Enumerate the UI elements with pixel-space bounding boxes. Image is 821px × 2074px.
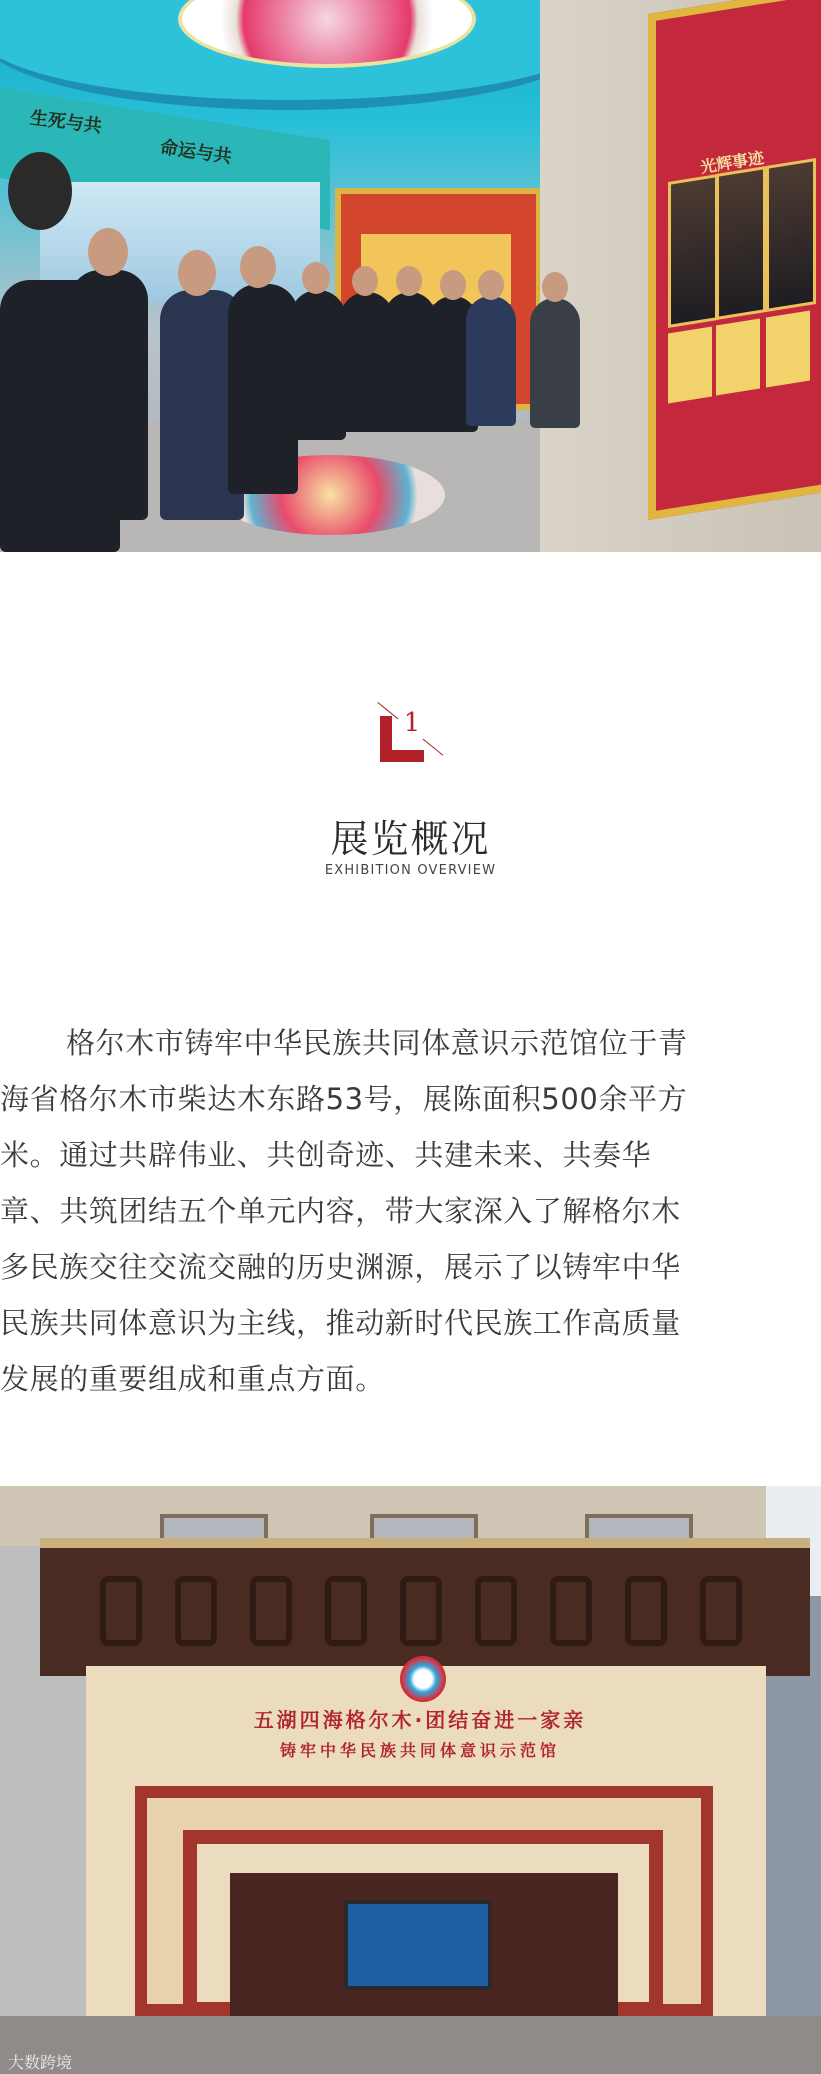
head: [396, 266, 422, 296]
caption-card-1: [668, 327, 712, 404]
paragraph-line: 格尔木市铸牢中华民族共同体意识示范馆位于青: [66, 1026, 688, 1060]
caption-card-2: [716, 319, 760, 396]
wall-text-1: 生死与共: [28, 107, 103, 138]
paragraph-line: 民族共同体意识为主线，推动新时代民族工作高质量: [0, 1306, 681, 1340]
head: [440, 270, 466, 300]
head: [240, 246, 276, 288]
head: [302, 262, 330, 294]
head: [178, 250, 216, 296]
paragraph-line: 海省格尔木市柴达木东路53号，展陈面积500余平方: [0, 1082, 688, 1116]
museum-facade-photo: [0, 1486, 821, 2074]
section-title: 展览概况: [330, 817, 491, 861]
ground-steps: [0, 2016, 821, 2074]
cornice-bracket: [625, 1576, 667, 1646]
head: [478, 270, 504, 300]
cornice-bracket: [100, 1576, 142, 1646]
head: [352, 266, 378, 296]
section-number: 1: [398, 707, 426, 739]
head: [88, 228, 128, 276]
exhibition-hall-photo: [0, 0, 821, 552]
portrait-1: [668, 174, 718, 328]
cornice-bracket: [550, 1576, 592, 1646]
museum-logo: [400, 1656, 446, 1702]
cornice-bracket: [250, 1576, 292, 1646]
entrance-screen: [344, 1900, 492, 1990]
section-subtitle: EXHIBITION OVERVIEW: [324, 863, 497, 878]
wall-text-2: 命运与共: [158, 137, 233, 168]
person: [70, 270, 148, 520]
visitor-group: [0, 200, 600, 552]
cornice-bracket: [475, 1576, 517, 1646]
paragraph-line: 多民族交往交流交融的历史渊源，展示了以铸牢中华: [0, 1250, 681, 1284]
caption-card-3: [766, 311, 810, 388]
paragraph-line: 米。通过共辟伟业、共创奇迹、共建未来、共奏华: [0, 1138, 652, 1172]
person: [228, 284, 298, 494]
cornice-bracket: [400, 1576, 442, 1646]
person: [290, 290, 346, 440]
cornice-bracket: [175, 1576, 217, 1646]
cornice-bracket: [700, 1576, 742, 1646]
paragraph-line: 发展的重要组成和重点方面。: [0, 1362, 385, 1396]
portrait-2: [716, 166, 766, 320]
facade-title: 五湖四海格尔木·团结奋进一家亲: [253, 1708, 587, 1732]
cornice-bracket: [325, 1576, 367, 1646]
overview-paragraph: [0, 1015, 821, 1407]
head: [8, 152, 72, 230]
paragraph-line: 章、共筑团结五个单元内容，带大家深入了解格尔木: [0, 1194, 681, 1228]
person: [466, 296, 516, 426]
watermark: 大数跨境: [8, 2053, 73, 2072]
person: [530, 298, 580, 428]
section-number-badge: [378, 702, 444, 768]
portrait-3: [766, 158, 816, 312]
board-title: 光辉事迹: [699, 148, 766, 177]
head: [542, 272, 568, 302]
facade-subtitle: 铸牢中华民族共同体意识示范馆: [279, 1741, 560, 1760]
